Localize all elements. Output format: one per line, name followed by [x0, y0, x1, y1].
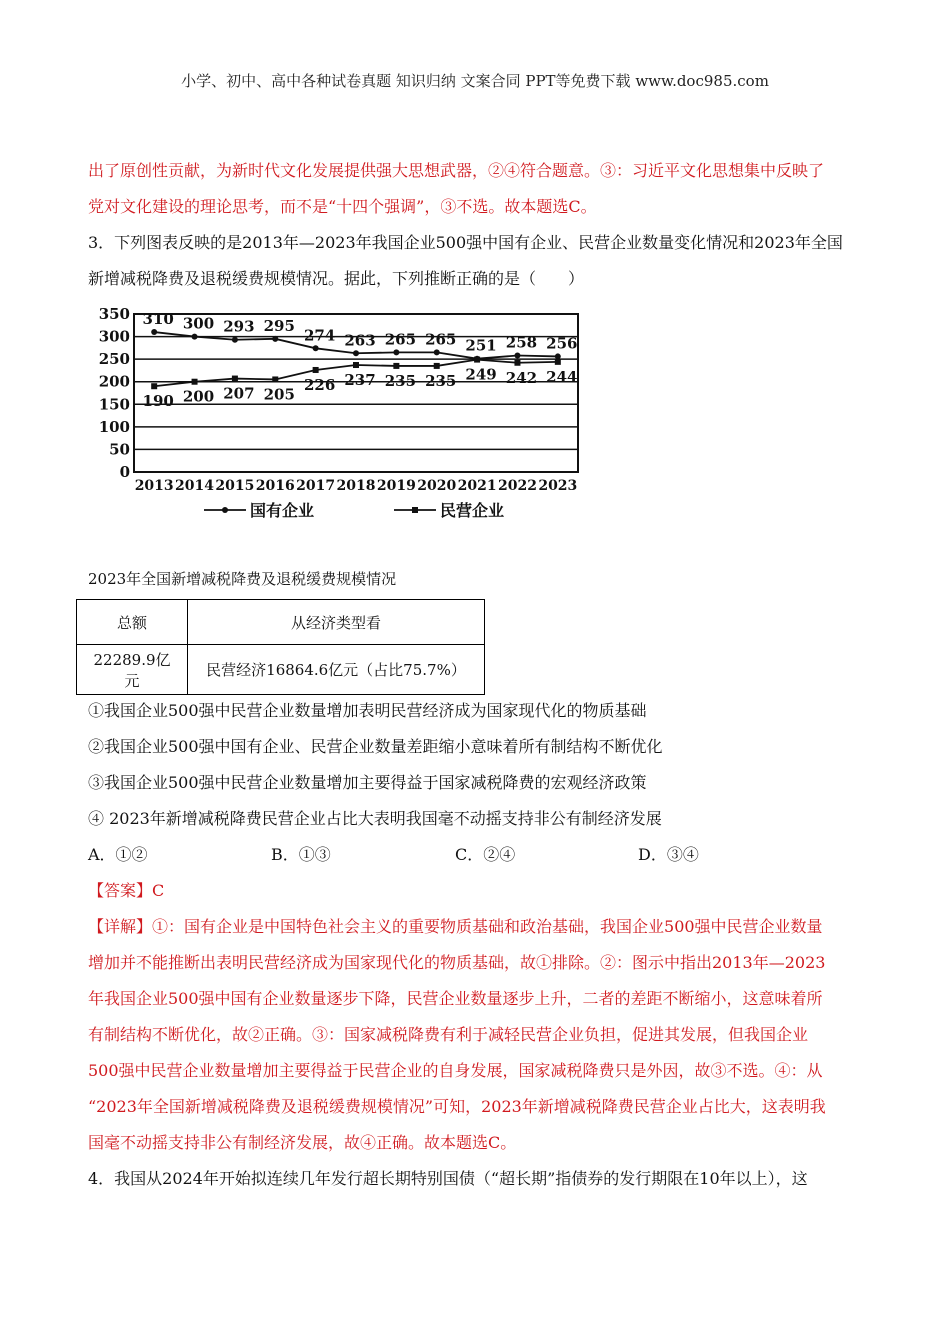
statement-2: ②我国企业500强中国有企业、民营企业数量差距缩小意味着所有制结构不断优化 [88, 737, 663, 756]
x-tick-label-2015: 2015 [215, 478, 255, 494]
series-2-point-2014 [192, 379, 198, 385]
series-1-point-2019 [393, 349, 399, 355]
page-header: 小学、初中、高中各种试卷真题 知识归纳 文案合同 PPT等免费下载 www.doc985.com [181, 72, 769, 90]
series-2-point-2018 [353, 362, 359, 368]
y-tick-label-50: 50 [109, 440, 130, 459]
series-2-label-2018: 237 [344, 371, 376, 390]
series-1-point-2013 [151, 329, 157, 335]
choice-d: D．③④ [638, 845, 699, 864]
series-1-label-2016: 295 [263, 316, 295, 335]
detail-line-3: 年我国企业500强中国有企业数量逐步下降，民营企业数量逐步上升，二者的差距不断缩小，这意味着所 [88, 989, 823, 1008]
series-2-point-2019 [393, 363, 399, 369]
detail-line-5: 500强中民营企业数量增加主要得益于民营企业的自身发展，国家减税降费只是外因，故③不选。④：从 [88, 1061, 823, 1080]
x-tick-label-2017: 2017 [296, 478, 336, 494]
series-1-point-2020 [434, 349, 440, 355]
series-1-point-2022 [514, 353, 520, 359]
series-1-label-2013: 310 [142, 310, 174, 329]
question3-stem-line-2: 新增减税降费及退税缓费规模情况。据此，下列推断正确的是（ ） [88, 269, 585, 288]
table-header-type: 从经济类型看 [188, 600, 485, 645]
series-2-label-2017: 226 [303, 375, 336, 394]
detail-text-1: ①：国有企业是中国特色社会主义的重要物质基础和政治基础，我国企业500强中民营企业数量 [152, 917, 823, 936]
x-tick-label-2020: 2020 [417, 478, 457, 494]
series-2-point-2020 [434, 363, 440, 369]
series-1-label-2021: 251 [465, 336, 497, 355]
series-2-label-2023: 244 [546, 367, 578, 386]
statement-3: ③我国企业500强中民营企业数量增加主要得益于国家减税降费的宏观经济政策 [88, 773, 647, 792]
prev-analysis-line-2: 党对文化建设的理论思考，而不是“十四个强调”，③不选。故本题选C。 [88, 197, 597, 216]
series-2-point-2021 [474, 357, 480, 363]
table-caption: 2023年全国新增减税降费及退税缓费规模情况 [88, 570, 397, 588]
choice-a: A．①② [88, 845, 148, 864]
series-1-label-2015: 293 [223, 317, 255, 336]
series-1-point-2014 [192, 334, 198, 340]
series-2-label-2020: 235 [425, 371, 457, 390]
x-tick-label-2014: 2014 [175, 478, 215, 494]
tax-reduction-table [76, 599, 485, 695]
choice-c: C．②④ [455, 845, 516, 864]
y-tick-label-350: 350 [98, 305, 130, 323]
x-tick-label-2016: 2016 [255, 478, 295, 494]
y-tick-label-250: 250 [98, 350, 130, 369]
x-tick-label-2019: 2019 [376, 478, 416, 494]
y-tick-label-100: 100 [98, 417, 130, 436]
x-tick-label-2018: 2018 [336, 478, 376, 494]
series-1-label-2023: 256 [546, 334, 578, 353]
series-1-label-2014: 300 [182, 314, 215, 333]
series-1-label-2018: 263 [344, 331, 376, 350]
statement-1: ①我国企业500强中民营企业数量增加表明民营经济成为国家现代化的物质基础 [88, 701, 647, 720]
detail-line-2: 增加并不能推断出表明民营经济成为国家现代化的物质基础，故①排除。②：图示中指出2013年—2023 [88, 953, 826, 972]
x-tick-label-2022: 2022 [497, 478, 537, 494]
prev-analysis-line-1: 出了原创性贡献，为新时代文化发展提供强大思想武器，②④符合题意。③：习近平文化思想集中反映了 [88, 161, 825, 180]
series-2-label-2022: 242 [505, 368, 538, 387]
series-1-point-2018 [353, 350, 359, 356]
legend-label-2: 民营企业 [440, 501, 505, 520]
detail-line-7: 国毫不动摇支持非公有制经济发展，故④正确。故本题选C。 [88, 1133, 517, 1152]
table-header-total: 总额 [77, 600, 188, 645]
series-1-label-2019: 265 [384, 330, 417, 349]
y-tick-label-200: 200 [98, 372, 130, 391]
choice-b: B．①③ [271, 845, 331, 864]
series-2-point-2013 [151, 383, 157, 389]
series-1-point-2016 [272, 336, 278, 342]
series-2-label-2021: 249 [465, 365, 497, 384]
x-tick-label-2023: 2023 [538, 478, 578, 494]
detail-line-1 [88, 917, 823, 937]
series-1-label-2020: 265 [425, 330, 457, 349]
series-2-label-2016: 205 [263, 385, 295, 404]
x-tick-label-2021: 2021 [457, 478, 497, 494]
series-1-point-2015 [232, 337, 238, 343]
series-1-label-2022: 258 [505, 333, 538, 352]
question4-stem: 4．我国从2024年开始拟连续几年发行超长期特别国债（“超长期”指债券的发行期限在10年以上），这 [88, 1169, 808, 1188]
y-tick-label-150: 150 [98, 395, 130, 414]
question3-stem-line-1: 3．下列图表反映的是2013年—2023年我国企业500强中国有企业、民营企业数量变化情况和2023年全国 [88, 233, 843, 252]
answer: 【答案】C [88, 881, 165, 900]
legend-label-1: 国有企业 [250, 501, 315, 520]
series-2-label-2013: 190 [142, 392, 174, 411]
statement-4: ④ 2023年新增减税降费民营企业占比大表明我国毫不动摇支持非公有制经济发展 [88, 809, 662, 828]
series-1-point-2023 [555, 353, 561, 359]
series-2-point-2016 [272, 376, 278, 382]
x-tick-label-2013: 2013 [134, 478, 174, 494]
series-2-point-2015 [232, 376, 238, 382]
enterprise-count-line-chart [94, 300, 594, 530]
series-2-label-2015: 207 [223, 384, 255, 403]
table-cell-private: 民营经济16864.6亿元（占比75.7%） [188, 645, 485, 695]
series-2-label-2019: 235 [384, 371, 417, 390]
series-2-point-2017 [313, 367, 319, 373]
series-1-point-2017 [313, 345, 319, 351]
legend-marker-1 [222, 507, 228, 513]
legend-marker-2 [412, 507, 418, 513]
series-2-label-2014: 200 [182, 387, 215, 406]
table-cell-total: 22289.9亿元 [77, 645, 188, 695]
detail-line-4: 有制结构不断优化，故②正确。③：国家减税降费有利于减轻民营企业负担，促进其发展，但我国企业 [88, 1025, 809, 1044]
series-2-point-2023 [555, 359, 561, 365]
detail-line-6: “2023年全国新增减税降费及退税缓费规模情况”可知，2023年新增减税降费民营企业占比大，这表明我 [88, 1097, 826, 1116]
y-tick-label-300: 300 [98, 327, 130, 346]
series-2-point-2022 [514, 360, 520, 366]
series-1-label-2017: 274 [303, 326, 336, 345]
detail-label: 【详解】 [88, 917, 153, 936]
y-tick-label-0: 0 [119, 463, 130, 481]
